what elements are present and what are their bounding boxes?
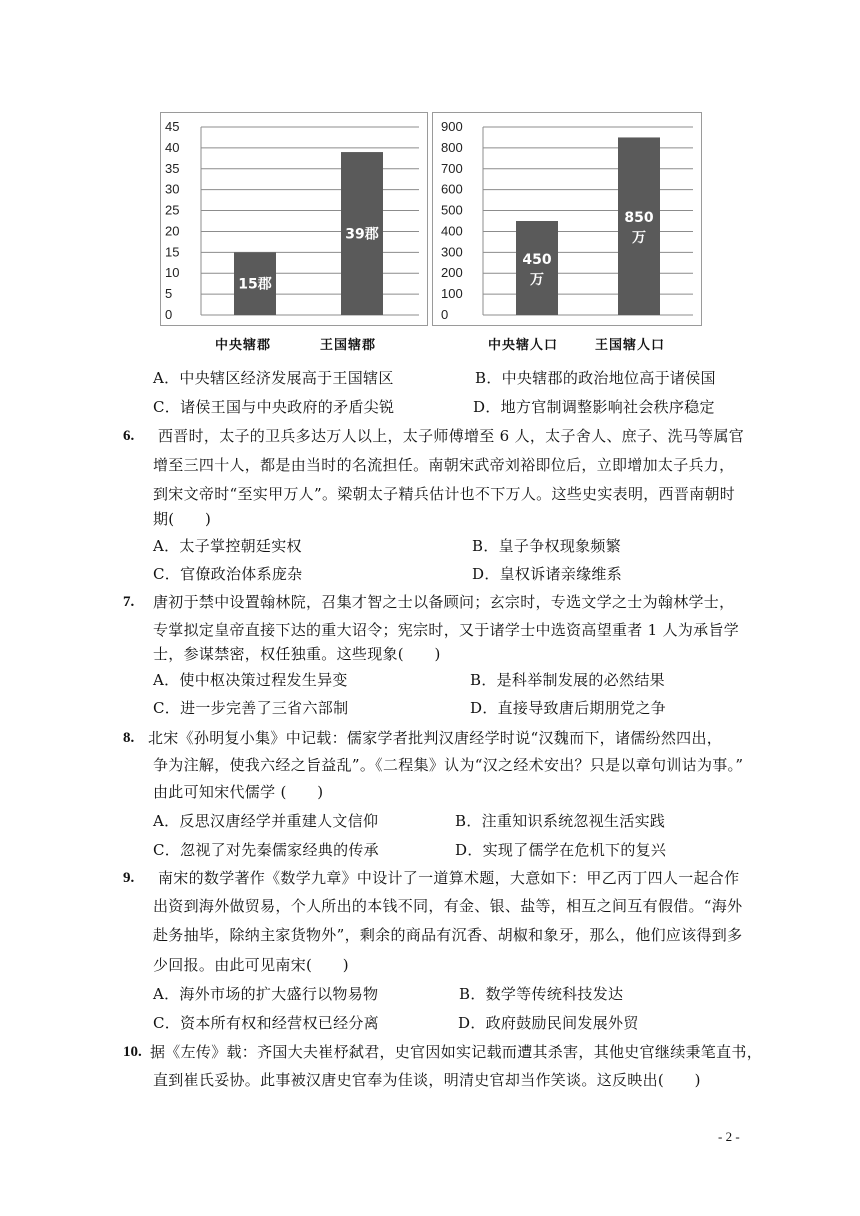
q9-stem-line-1: 南宋的数学著作《数学九章》中设计了一道算术题，大意如下：甲乙丙丁四人一起合作 <box>158 869 740 887</box>
q9-stem-line-4: 少回报。由此可见南宋( ) <box>153 956 349 974</box>
q7-stem-line-3: 士，参谋禁密，权任独重。这些现象( ) <box>153 645 441 663</box>
q10-stem-line-1: 据《左传》载：齐国大夫崔杼弑君，史官因如实记载而遭其杀害，其他史官继续秉笔直书， <box>150 1043 763 1061</box>
y-tick-label: 100 <box>441 286 463 302</box>
bar-data-label: 850 <box>624 210 654 227</box>
q6-option-d: D．皇权诉诸亲缘维系 <box>472 565 623 583</box>
q6-number: 6. <box>123 428 135 444</box>
q9-stem-line-2: 出资到海外做贸易，个人所出的本钱不同，有金、银、盐等，相互之间互有假借。“海外 <box>153 897 743 915</box>
q10-number: 10. <box>123 1044 142 1060</box>
q6-stem-line-4: 期( ) <box>153 510 212 528</box>
y-tick-label: 25 <box>165 202 180 218</box>
y-tick-label: 600 <box>441 181 463 197</box>
category-label-kingdom-population: 王国辖人口 <box>595 338 666 353</box>
q6-option-c: C．官僚政治体系庞杂 <box>153 565 303 583</box>
y-tick-label: 700 <box>441 160 463 176</box>
bar-data-label: 万 <box>632 230 646 247</box>
category-label-central-commanderies: 中央辖郡 <box>215 338 272 353</box>
q10-stem-line-2: 直到崔氏妥协。此事被汉唐史官奉为佳谈，明清史官却当作笑谈。这反映出( ) <box>153 1071 701 1089</box>
y-tick-label: 500 <box>441 202 463 218</box>
bar-data-label: 450 <box>522 252 552 268</box>
q8-option-c: C．忽视了对先秦儒家经典的传承 <box>153 841 379 859</box>
bar-data-label: 39郡 <box>345 226 379 243</box>
chart-population-svg <box>433 113 701 325</box>
q9-number: 9. <box>123 870 135 886</box>
y-tick-label: 300 <box>441 244 463 260</box>
y-tick-label: 20 <box>165 223 180 239</box>
y-tick-label: 900 <box>441 119 463 134</box>
y-tick-label: 400 <box>441 223 463 239</box>
y-tick-label: 0 <box>441 307 449 322</box>
q7-option-c: C．进一步完善了三省六部制 <box>153 699 349 717</box>
q6-stem-line-3: 到宋文帝时“至实甲万人”。梁朝太子精兵估计也不下万人。这些史实表明，西晋南朝时 <box>153 485 736 503</box>
q8-option-b: B．注重知识系统忽视生活实践 <box>455 812 666 830</box>
y-tick-label: 30 <box>165 181 180 197</box>
q5-option-c: C．诸侯王国与中央政府的矛盾尖锐 <box>153 398 395 416</box>
y-tick-label: 5 <box>165 286 173 302</box>
q7-stem-line-2: 专掌拟定皇帝直接下达的重大诏令；宪宗时，又于诸学士中选资高望重者 1 人为承旨学 <box>153 621 740 639</box>
q8-stem-line-3: 由此可知宋代儒学 ( ) <box>153 783 324 801</box>
q9-option-d: D．政府鼓励民间发展外贸 <box>458 1014 639 1032</box>
q8-stem-line-2: 争为注解，使我六经之旨益乱”。《二程集》认为“汉之经术安出？只是以章句训诂为事。” <box>153 756 744 774</box>
q6-option-a: A．太子掌控朝廷实权 <box>153 537 302 555</box>
q9-option-c: C．资本所有权和经营权已经分离 <box>153 1014 379 1032</box>
q6-stem-line-2: 增至三四十人，都是由当时的名流担任。南朝宋武帝刘裕即位后，立即增加太子兵力， <box>153 456 735 474</box>
q9-option-b: B．数学等传统科技发达 <box>459 985 624 1003</box>
y-tick-label: 35 <box>165 160 180 176</box>
chart-commanderies <box>160 112 428 326</box>
y-tick-label: 45 <box>165 119 180 134</box>
y-tick-label: 10 <box>165 265 180 281</box>
bar-data-label: 15郡 <box>238 276 272 293</box>
q5-option-a: A．中央辖区经济发展高于王国辖区 <box>153 369 394 387</box>
q7-option-a: A．使中枢决策过程发生异变 <box>153 671 348 689</box>
q7-stem-line-1: 唐初于禁中设置翰林院，召集才智之士以备顾问；玄宗时，专选文学之士为翰林学士， <box>153 593 735 611</box>
q9-stem-line-3: 赴务抽毕，除纳主家货物外”，剩余的商品有沉香、胡椒和象牙，那么，他们应该得到多 <box>153 926 743 944</box>
chart-commanderies-svg <box>161 113 427 325</box>
y-tick-label: 0 <box>165 307 173 322</box>
q7-option-b: B．是科举制发展的必然结果 <box>470 671 665 689</box>
q7-option-d: D．直接导致唐后期朋党之争 <box>470 699 666 717</box>
bar-1 <box>516 221 558 315</box>
q5-option-b: B．中央辖郡的政治地位高于诸侯国 <box>475 369 716 387</box>
q5-option-d: D．地方官制调整影响社会秩序稳定 <box>473 398 715 416</box>
q9-option-a: A．海外市场的扩大盛行以物易物 <box>153 985 379 1003</box>
chart-population <box>432 112 702 326</box>
q8-number: 8. <box>123 730 135 746</box>
y-tick-label: 15 <box>165 244 180 260</box>
page-number: - 2 - <box>718 1129 740 1144</box>
y-tick-label: 40 <box>165 139 180 155</box>
q6-stem-line-1: 西晋时，太子的卫兵多达万人以上，太子师傅增至 6 人，太子舍人、庶子、洗马等属官 <box>158 427 745 445</box>
y-tick-label: 800 <box>441 139 463 155</box>
q6-option-b: B．皇子争权现象频繁 <box>472 537 622 555</box>
category-label-central-population: 中央辖人口 <box>488 338 559 353</box>
q8-option-a: A．反思汉唐经学并重建人文信仰 <box>153 812 379 830</box>
q8-option-d: D．实现了儒学在危机下的复兴 <box>455 841 667 859</box>
q7-number: 7. <box>123 594 135 610</box>
y-tick-label: 200 <box>441 265 463 281</box>
q8-stem-line-1: 北宋《孙明复小集》中记载：儒家学者批判汉唐经学时说“汉魏而下，诸儒纷然四出， <box>148 729 723 747</box>
category-label-kingdom-commanderies: 王国辖郡 <box>320 338 377 353</box>
bar-data-label: 万 <box>530 272 544 288</box>
